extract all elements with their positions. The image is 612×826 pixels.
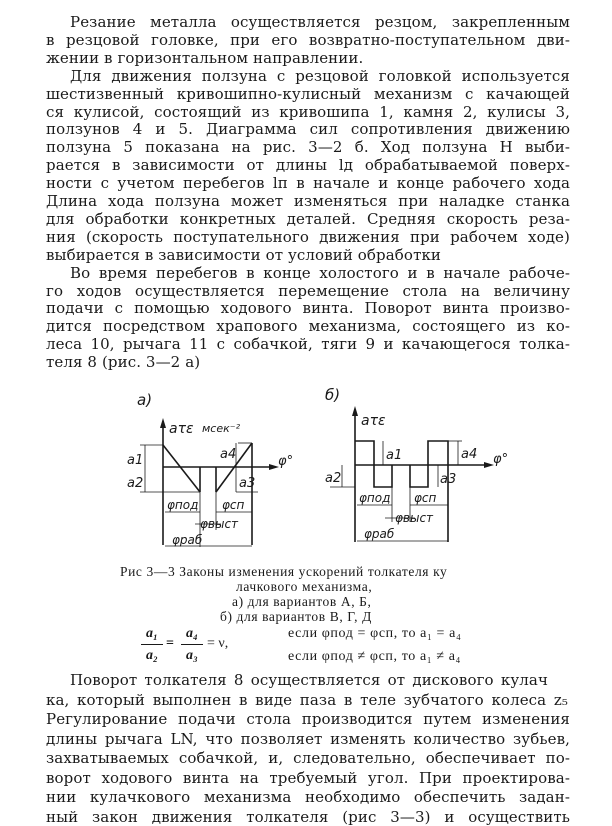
y-axis-arrow xyxy=(352,406,358,416)
phi-sp-label: φсп xyxy=(414,491,437,505)
phi-sp-label: φсп xyxy=(222,498,245,512)
fraction-bar xyxy=(141,644,163,645)
text-line: нии кулачкового механизма необходимо обеспечить задан- xyxy=(46,788,570,806)
text-line: Для движения ползуна с резцовой головкой используется xyxy=(70,66,570,85)
text-line: ся кулисой, состоящий из кривошипа 1, камня 2, кулисы 3, xyxy=(46,102,570,121)
a4-label: a4 xyxy=(220,447,237,462)
text-line: ности с учетом перебегов lп в начале и конце рабочего хода xyxy=(46,174,570,193)
text-line: длины рычага LN, что позволяет изменять количество зубьев, xyxy=(46,729,570,748)
text-line: Резание металла осуществляется резцом, закрепленным xyxy=(70,13,570,31)
y-axis-arrow xyxy=(160,418,166,428)
fraction-2-numerator: a₄ xyxy=(186,626,198,641)
text-line: подачи с помощью ходового винта. Поворот винта произво- xyxy=(46,299,570,318)
text-line: захватываемых собачкой, и, следовательно, обеспечивает по- xyxy=(46,749,570,767)
fraction-1-denominator: a₂ xyxy=(146,648,158,663)
a3-label: a3 xyxy=(440,472,457,487)
a1-label: a1 xyxy=(127,453,144,468)
text-line: дится посредством храпового механизма, состоящего из ко- xyxy=(46,317,570,336)
text-line: го ходов осуществляется перемещение стола на величину xyxy=(46,281,570,300)
text-line: ворот ходового винта на требуемый угол. При проектирова- xyxy=(46,768,570,787)
phi-vyst-label: φвыст xyxy=(200,517,239,531)
y-axis-label: aτε xyxy=(361,413,386,429)
text-line: Поворот толкателя 8 осуществляется от дискового кулач xyxy=(70,671,548,689)
text-line: ползуна 5 показана на рис. 3—2 б. Ход ползуна H выби- xyxy=(46,138,570,157)
a2-label: a2 xyxy=(325,471,342,486)
text-line: шестизвенный кривошипно-кулисный механизм с качающей xyxy=(46,84,570,103)
equals-sign: = xyxy=(166,636,174,651)
text-line: Во время перебегов в конце холостого и в начале рабоче- xyxy=(70,263,570,282)
text-line: Длина хода ползуна может изменяться при наладке станка xyxy=(46,192,570,210)
a3-label: a3 xyxy=(239,476,256,491)
caption-line: Рис 3—3 Законы изменения ускорений толкателя ку xyxy=(120,564,448,579)
caption-line: а) для вариантов А, Б, xyxy=(232,594,372,609)
phi-pod-label: φпод xyxy=(359,491,391,505)
text-line: жении в горизонтальном направлении. xyxy=(46,48,364,67)
condition-1: если φпод = φсп, то a₁ = a₄ xyxy=(288,626,462,641)
text-line: ния (скорость поступательного движения при рабочем ходе) xyxy=(46,227,570,246)
accel-curve xyxy=(163,445,200,492)
fraction-bar xyxy=(181,644,203,645)
a2-label: a2 xyxy=(127,476,144,491)
condition-2: если φпод ≠ φсп, то a₁ ≠ a₄ xyxy=(288,649,462,664)
text-line: ный закон движения толкателя (рис 3—3) и осуществить xyxy=(46,807,570,826)
phi-pod-label: φпод xyxy=(167,498,199,512)
diagram-a-labels xyxy=(127,391,293,547)
unit-label: мсек⁻² xyxy=(202,422,240,435)
caption-line: б) для вариантов В, Г, Д xyxy=(220,609,372,624)
text-line: для обработки конкретных деталей. Средняя скорость реза- xyxy=(46,209,570,228)
fraction-2-denominator: a₃ xyxy=(186,648,198,663)
phi-rab-label: φраб xyxy=(364,527,395,541)
diagram-b-labels xyxy=(325,386,508,541)
phi-rab-label: φраб xyxy=(172,533,203,547)
text-line: ползунов 4 и 5. Диаграмма сил сопротивления движению xyxy=(46,120,570,139)
text-line: в резцовой головке, при его возвратно-поступательном дви- xyxy=(46,30,570,49)
text-line: ка, который выполнен в виде паза в теле зубчатого колеса z₅ xyxy=(46,690,568,709)
text-line: теля 8 (рис. 3—2 а) xyxy=(46,353,201,372)
text-line: леса 10, рычага 11 с собачкой, тяги 9 и качающегося толка- xyxy=(46,335,570,354)
y-axis-label: aτε xyxy=(169,421,194,437)
diagram-a-label: а) xyxy=(137,391,153,409)
diagram-b-label: б) xyxy=(325,386,341,404)
fraction-1-numerator: a₁ xyxy=(146,626,158,641)
text-line: Регулирование подачи стола производится путем изменения xyxy=(46,710,570,728)
caption-line: лачкового механизма, xyxy=(236,579,373,594)
x-axis-label: φ° xyxy=(493,452,509,467)
formula-result: = ν, xyxy=(207,636,229,651)
text-line: выбирается в зависимости от условий обработки xyxy=(46,245,442,264)
text-line: рается в зависимости от длины lд обрабатываемой поверх- xyxy=(46,156,570,175)
a1-label: a1 xyxy=(386,448,403,463)
phi-vyst-label: φвыст xyxy=(395,511,434,525)
a4-label: a4 xyxy=(461,447,478,462)
x-axis-label: φ° xyxy=(278,454,294,469)
